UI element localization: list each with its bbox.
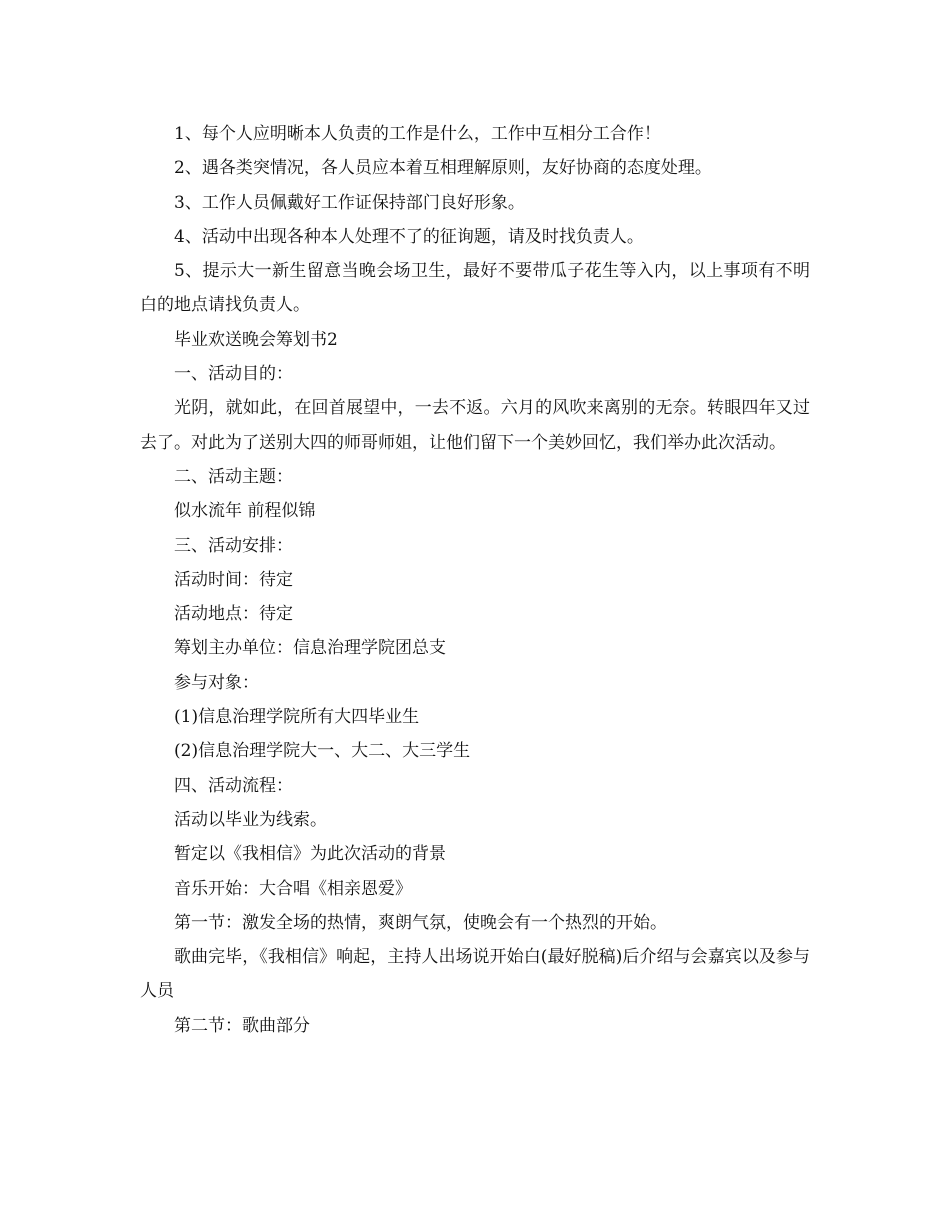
participants-item-1: (1)信息治理学院所有大四毕业生 [174, 707, 420, 728]
rule-item-5: 5、提示大一新生留意当晚会场卫生，最好不要带瓜子花生等入内，以上事项有不明白的地点请找负责人。 [140, 261, 810, 316]
theme-text: 似水流年 前程似锦 [174, 501, 316, 522]
heading-arrangement: 三、活动安排： [174, 535, 293, 556]
rule-item-1: 1、每个人应明晰本人负责的工作是什么，工作中互相分工合作！ [174, 124, 661, 144]
process-section-1: 第一节：激发全场的热情，爽朗气氛，使晚会有一个热烈的开始。 [174, 912, 667, 933]
heading-purpose: 一、活动目的： [174, 364, 293, 385]
rule-item-3: 3、工作人员佩戴好工作证保持部门良好形象。 [174, 192, 525, 213]
heading-theme: 二、活动主题： [174, 466, 293, 487]
purpose-text: 光阴，就如此，在回首展望中，一去不返。六月的风吹来离别的无奈。转眼四年又过去了。对此为了送别大四的师哥师姐，让他们留下一个美妙回忆，我们举办此次活动。 [140, 398, 810, 453]
activity-location: 活动地点：待定 [174, 604, 293, 625]
participants-heading: 参与对象： [174, 672, 259, 693]
participants-item-2: (2)信息治理学院大一、大二、大三学生 [174, 741, 471, 762]
rule-item-2: 2、遇各类突情况，各人员应本着互相理解原则，友好协商的态度处理。 [174, 158, 712, 179]
organizer: 筹划主办单位：信息治理学院团总支 [174, 638, 446, 659]
rule-item-4: 4、活动中出现各种本人处理不了的征询题，请及时找负责人。 [174, 226, 644, 247]
process-line-2: 暂定以《我相信》为此次活动的背景 [174, 844, 446, 865]
process-line-1: 活动以毕业为线索。 [174, 809, 327, 830]
activity-time: 活动时间：待定 [174, 569, 293, 590]
process-section-2: 第二节：歌曲部分 [174, 1015, 310, 1036]
process-line-3: 音乐开始：大合唱《相亲恩爱》 [174, 878, 412, 899]
section-title: 毕业欢送晚会筹划书2 [174, 329, 338, 350]
document-body [140, 117, 810, 1043]
process-line-4: 歌曲完毕，《我相信》响起，主持人出场说开始白(最好脱稿)后介绍与会嘉宾以及参与人员 [140, 947, 810, 1002]
heading-process: 四、活动流程： [174, 775, 293, 796]
